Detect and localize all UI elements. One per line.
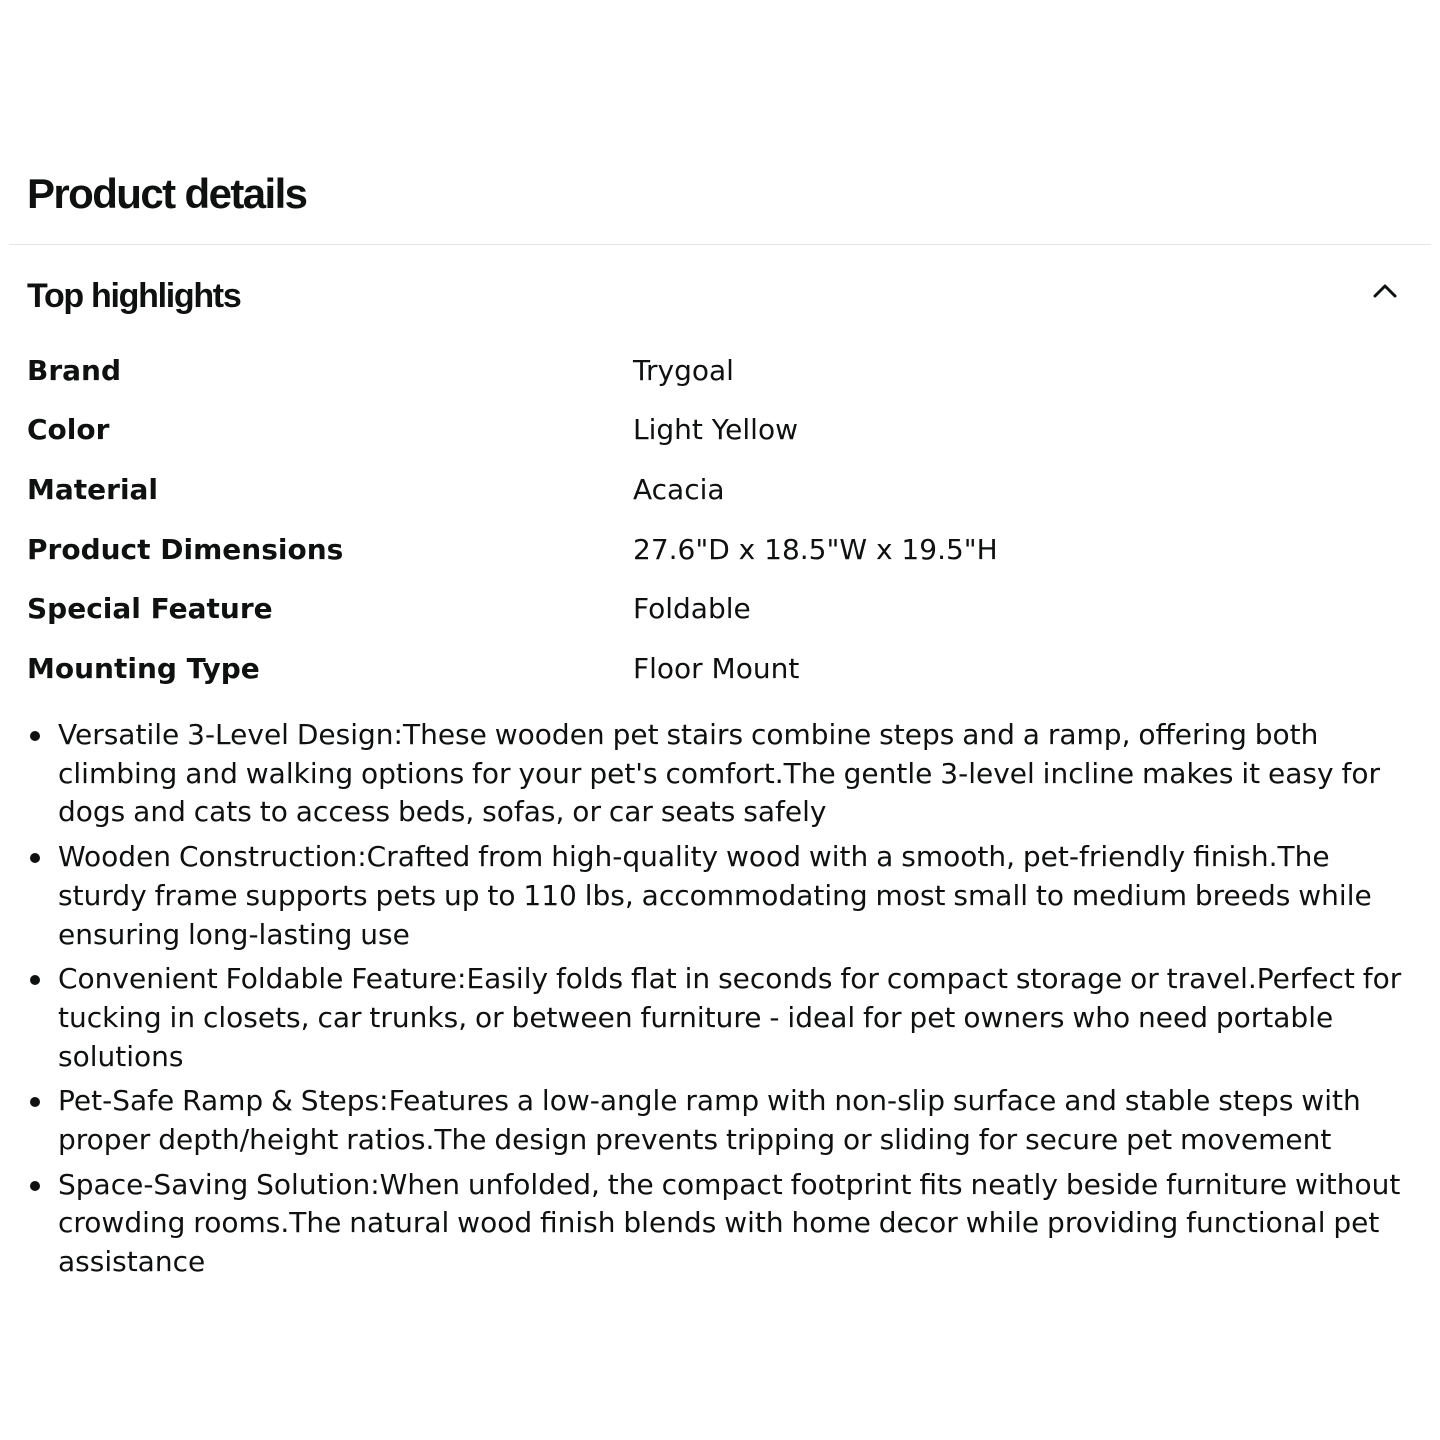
spec-value: Foldable — [633, 592, 751, 626]
bullet-dot-icon — [30, 1181, 40, 1191]
spec-value: Acacia — [633, 472, 725, 506]
spec-value: Light Yellow — [633, 413, 798, 447]
list-item — [58, 716, 1418, 832]
spec-row-material — [27, 460, 1407, 520]
spec-key: Material — [27, 472, 159, 506]
bullet-dot-icon — [30, 853, 40, 863]
bullet-dot-icon — [30, 1097, 40, 1107]
bullet-text: Space-Saving Solution:When unfolded, the compact footprint fits neatly beside furniture without crowding rooms.The natural wood finish blends with home decor while providing functional pet assistance — [58, 1167, 1401, 1279]
bullet-dot-icon — [30, 731, 40, 741]
spec-row-mounting-type — [27, 639, 1407, 699]
spec-key: Special Feature — [27, 592, 273, 626]
bullet-text: Convenient Foldable Feature:Easily folds flat in seconds for compact storage or travel.Perfect for tucking in closets, car trunks, or between furniture - ideal for pet owners who need portable solutions — [58, 962, 1402, 1073]
collapse-toggle-button[interactable] — [1367, 274, 1403, 310]
list-item — [58, 960, 1418, 1076]
bullet-dot-icon — [30, 975, 40, 985]
section-divider — [9, 244, 1431, 245]
spec-row-brand — [27, 341, 1407, 401]
list-item — [58, 1166, 1418, 1282]
section-title: Top highlights — [27, 277, 241, 315]
spec-key: Mounting Type — [27, 651, 260, 685]
top-highlights-header[interactable] — [27, 272, 1407, 322]
list-item — [58, 838, 1418, 954]
spec-key: Product Dimensions — [27, 532, 344, 566]
specs-table — [27, 341, 1407, 699]
spec-value: Trygoal — [633, 353, 734, 387]
spec-value: Floor Mount — [633, 651, 800, 685]
spec-key: Brand — [27, 353, 122, 387]
feature-bullet-list — [58, 716, 1418, 1288]
list-item — [58, 1082, 1418, 1159]
spec-row-product-dimensions — [27, 520, 1407, 580]
bullet-text: Pet-Safe Ramp & Steps:Features a low-angle ramp with non-slip surface and stable steps with proper depth/height ratios.The design prevents tripping or sliding for secure pet movement — [58, 1084, 1361, 1157]
spec-key: Color — [27, 413, 110, 447]
chevron-up-icon — [1367, 274, 1403, 310]
bullet-text: Wooden Construction:Crafted from high-quality wood with a smooth, pet-friendly finish.The sturdy frame supports pets up to 110 lbs, accommodating most small to medium breeds while ensuring long-lasting use — [58, 840, 1372, 951]
bullet-text: Versatile 3-Level Design:These wooden pet stairs combine steps and a ramp, offering both climbing and walking options for your pet's comfort.The gentle 3-level incline makes it easy for dogs and cats to access beds, sofas, or car seats safely — [58, 718, 1380, 829]
page-title: Product details — [27, 170, 307, 217]
spec-value: 27.6"D x 18.5"W x 19.5"H — [633, 532, 998, 566]
spec-row-special-feature — [27, 579, 1407, 639]
spec-row-color — [27, 401, 1407, 461]
